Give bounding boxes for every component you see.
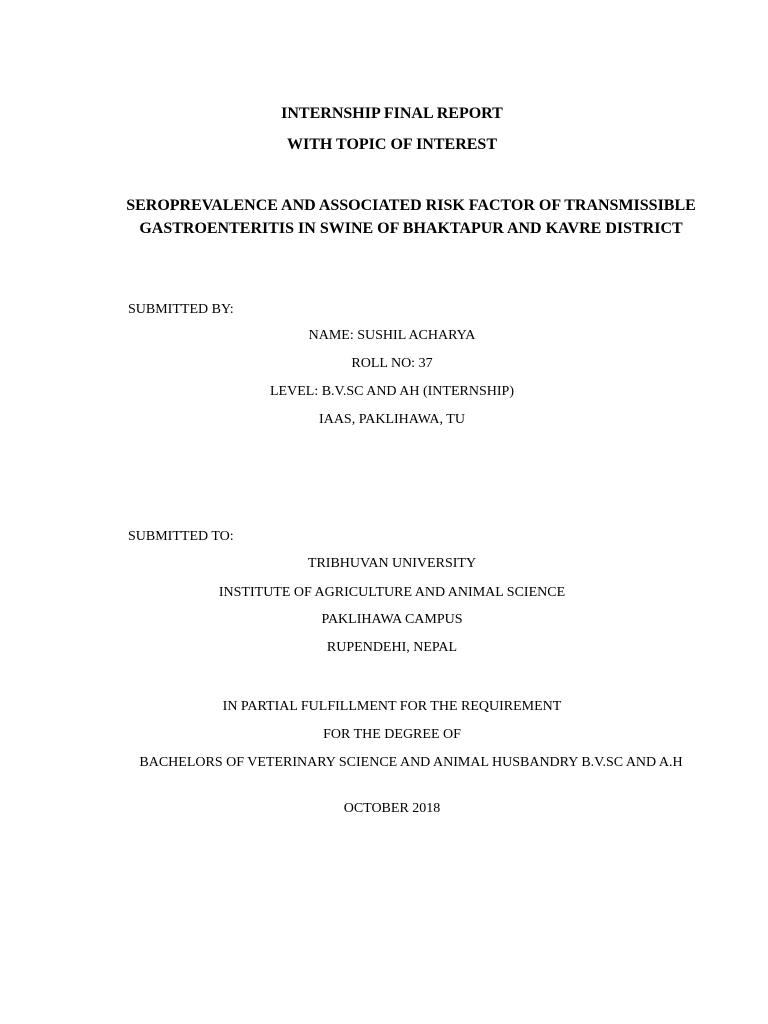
campus-location: RUPENDEHI, NEPAL [326, 640, 458, 655]
institute-name: INSTITUTE OF AGRICULTURE AND ANIMAL SCIENCE [218, 585, 566, 600]
report-heading: INTERNSHIP FINAL REPORT [281, 105, 503, 122]
study-level: LEVEL: B.V.SC AND AH (INTERNSHIP) [270, 384, 514, 399]
report-subheading: WITH TOPIC OF INTEREST [287, 136, 497, 153]
roll-number: ROLL NO: 37 [351, 356, 433, 371]
student-name: NAME: SUSHIL ACHARYA [308, 328, 476, 343]
campus-name: PAKLIHAWA CAMPUS [321, 612, 463, 627]
report-date: OCTOBER 2018 [343, 801, 441, 816]
submitted-by-label: SUBMITTED BY: [128, 302, 234, 317]
submitted-to-label: SUBMITTED TO: [128, 529, 234, 544]
degree-name: BACHELORS OF VETERINARY SCIENCE AND ANIMAL HUSBANDRY B.V.SC AND A.H [139, 755, 683, 770]
student-institution: IAAS, PAKLIHAWA, TU [319, 412, 465, 427]
report-title: SEROPREVALENCE AND ASSOCIATED RISK FACTOR OF TRANSMISSIBLE GASTROENTERITIS IN SWINE OF BHAKTAPUR AND KAVRE DISTRICT [126, 197, 696, 237]
university-name: TRIBHUVAN UNIVERSITY [307, 556, 477, 571]
degree-intro: FOR THE DEGREE OF [323, 727, 461, 742]
fulfillment-statement: IN PARTIAL FULFILLMENT FOR THE REQUIREMENT [222, 699, 562, 714]
